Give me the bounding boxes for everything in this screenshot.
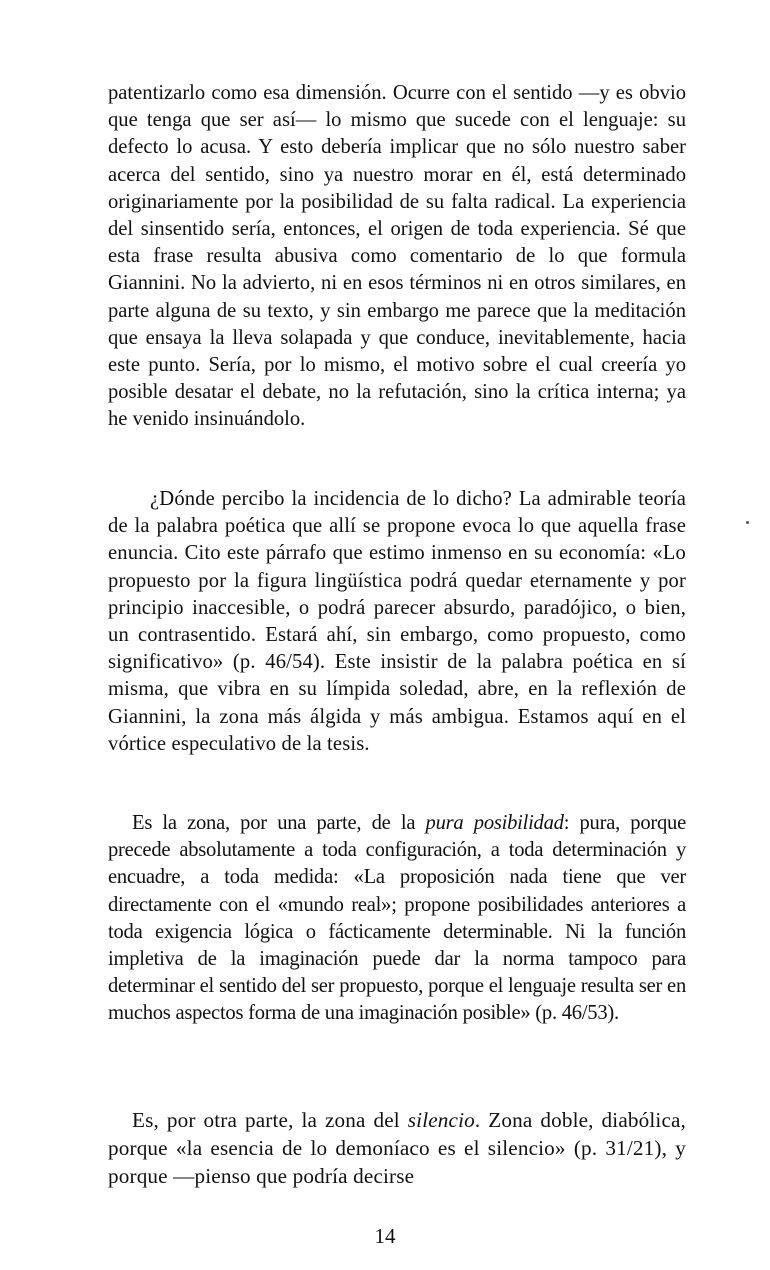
emphasis-pura-posibilidad: pura posibilidad <box>425 812 564 834</box>
paragraph-text-before-emphasis: Es, por otra parte, la zona del <box>132 1108 408 1132</box>
paragraph-text-after-emphasis: : pura, porque precede absolutamente a toda configuración, a toda determinación y encuadre, a toda medida: «La proposición nada tiene que ver directamente con el «mundo real»; propone posibilidades anteriores a toda exigencia lógica o fácticamente determinable. Ni la función impletiva de la imaginación puede dar la norma tampoco para determinar el sentido del ser propuesto, porque el lenguaje resulta ser en muchos aspectos forma de una imaginación posible» (p. 46/53). <box>108 812 686 1025</box>
paragraph-text-after-emphasis: . Zona doble, diabólica, porque «la esencia de lo demoníaco es el silencio» (p. 31/21), y porque —pienso que podría decirse <box>108 1108 686 1188</box>
emphasis-silencio: silencio <box>407 1108 475 1132</box>
paragraph-silencio <box>108 1106 686 1190</box>
paragraph-pura-posibilidad <box>108 810 686 1028</box>
paragraph-sentido: patentizarlo como esa dimensión. Ocurre con el sentido —y es obvio que tenga que ser así— lo mismo que sucede con el lenguaje: su defecto lo acusa. Y esto debería implicar que no sólo nuestro saber acerca del sentido, sino ya nuestro morar en él, está determinado originariamente por la posibilidad de su falta radical. La experiencia del sinsentido sería, entonces, el origen de toda experiencia. Sé que esta frase resulta abusiva como comentario de lo que formula Giannini. No la advierto, ni en esos términos ni en otros similares, en parte alguna de su texto, y sin embargo me parece que la meditación que ensaya la lleva solapada y que conduce, inevitablemente, hacia este punto. Sería, por lo mismo, el motivo sobre el cual creería yo posible desatar el debate, no la refutación, sino la crítica interna; ya he venido insinuándolo. <box>108 82 686 431</box>
page-number: 14 <box>374 1224 396 1248</box>
paragraph-palabra-poetica: ¿Dónde percibo la incidencia de lo dicho? La admirable teoría de la palabra poética que allí se propone evoca lo que aquella frase enuncia. Cito este párrafo que estimo inmenso en su economía: «Lo propuesto por la figura lingüística podrá quedar eternamente y por principio inaccesible, o podrá parecer absurdo, paradójico, o bien, un contrasentido. Estará ahí, sin embargo, como propuesto, como significativo» (p. 46/54). Este insistir de la palabra poética en sí misma, que vibra en su límpida soledad, abre, en la reflexión de Giannini, la zona más álgida y más ambigua. Estamos aquí en el vórtice especulativo de la tesis. <box>108 488 686 755</box>
paragraph-text-before-emphasis: Es la zona, por una parte, de la <box>132 812 426 834</box>
scan-dot-mark <box>746 521 749 524</box>
